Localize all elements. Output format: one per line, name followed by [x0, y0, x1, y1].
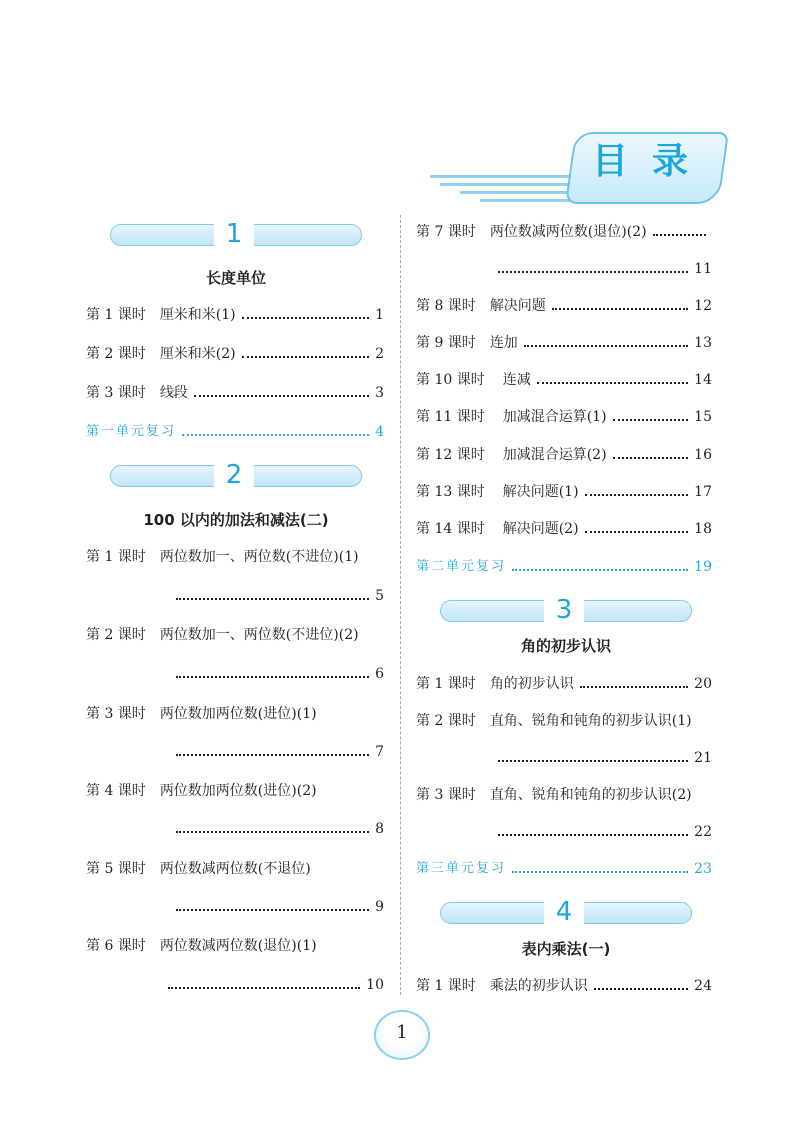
lesson-label: 第 11 课时 — [416, 409, 485, 425]
lesson-title: 两位数加一、两位数(不进位)(2) — [159, 627, 359, 643]
toc-review-entry[interactable] — [416, 556, 712, 578]
toc-entry[interactable] — [86, 858, 384, 880]
lesson-title: 直角、锐角和钝角的初步认识(2) — [489, 787, 692, 803]
page-number: 3 — [375, 385, 384, 401]
leader-dots — [613, 444, 689, 459]
leader-dots — [512, 858, 688, 873]
leader-dots — [168, 974, 360, 989]
page-number: 10 — [366, 977, 384, 993]
leader-dots — [594, 975, 688, 990]
page-number: 6 — [375, 666, 384, 682]
toc-entry[interactable] — [416, 444, 712, 466]
page-number: 9 — [375, 899, 384, 915]
lesson-title: 连减 — [502, 372, 531, 388]
review-title: 第三单元复习 — [416, 861, 507, 876]
leader-dots — [194, 382, 369, 397]
lesson-label: 第 8 课时 — [416, 298, 476, 314]
unit-4-title: 表内乘法(一) — [521, 940, 611, 958]
leader-dots — [182, 421, 369, 436]
toc-banner — [420, 120, 720, 210]
page-number: 24 — [694, 978, 712, 994]
toc-entry[interactable] — [416, 518, 712, 540]
leader-dots — [524, 332, 688, 347]
toc-entry[interactable] — [416, 221, 712, 243]
toc-entry[interactable] — [416, 673, 712, 695]
page-number: 1 — [375, 307, 384, 323]
toc-entry[interactable] — [416, 332, 712, 354]
lesson-label: 第 2 课时 — [416, 713, 476, 729]
unit-1-number: 1 — [214, 219, 254, 249]
toc-entry[interactable] — [416, 710, 712, 732]
page-number: 21 — [694, 750, 712, 766]
page-number: 8 — [375, 821, 384, 837]
page-number: 17 — [694, 484, 712, 500]
unit-1-title: 长度单位 — [205, 269, 266, 287]
page-number: 11 — [694, 261, 712, 277]
toc-entry[interactable] — [416, 369, 712, 391]
page-number: 15 — [694, 409, 712, 425]
toc-review-entry[interactable] — [416, 858, 712, 880]
lesson-label: 第 2 课时 — [86, 627, 146, 643]
toc-entry[interactable] — [86, 546, 384, 568]
page-number: 14 — [694, 372, 712, 388]
toc-entry-leader — [176, 663, 384, 685]
lesson-label: 第 3 课时 — [416, 787, 476, 803]
lesson-label: 第 3 课时 — [86, 385, 146, 401]
banner-scroll-decoration — [565, 132, 729, 204]
toc-title-char-1: 目 — [592, 141, 629, 182]
lesson-title: 加减混合运算(1) — [502, 409, 607, 425]
lesson-title: 乘法的初步认识 — [489, 978, 588, 994]
unit-3-title: 角的初步认识 — [520, 637, 611, 655]
toc-entry[interactable] — [416, 295, 712, 317]
toc-entry-leader — [176, 818, 384, 840]
toc-entry[interactable] — [86, 935, 384, 957]
lesson-label: 第 7 课时 — [416, 224, 476, 240]
toc-entry-leader — [176, 741, 384, 763]
toc-entry[interactable] — [86, 624, 384, 646]
page-number: 2 — [375, 346, 384, 362]
page-number: 4 — [375, 424, 384, 440]
lesson-label: 第 1 课时 — [416, 978, 476, 994]
leader-dots — [498, 258, 688, 273]
toc-entry[interactable] — [416, 975, 712, 997]
toc-entry-leader — [498, 747, 712, 769]
leader-dots — [242, 304, 369, 319]
page-number: 5 — [375, 588, 384, 604]
toc-entry-leader — [176, 585, 384, 607]
toc-entry[interactable] — [86, 304, 384, 326]
toc-entry[interactable] — [86, 780, 384, 802]
footer-page-number: 1 — [396, 1022, 408, 1043]
lesson-label: 第 1 课时 — [86, 549, 146, 565]
toc-entry[interactable] — [86, 703, 384, 725]
lesson-title: 角的初步认识 — [489, 676, 574, 692]
page-number: 18 — [694, 521, 712, 537]
page-number: 22 — [694, 824, 712, 840]
lesson-label: 第 1 课时 — [86, 307, 146, 323]
lesson-title: 两位数减两位数(退位)(2) — [489, 224, 647, 240]
leader-dots — [176, 896, 369, 911]
lesson-label: 第 1 课时 — [416, 676, 476, 692]
lesson-label: 第 5 课时 — [86, 861, 146, 877]
lesson-label: 第 3 课时 — [86, 706, 146, 722]
lesson-label: 第 12 课时 — [416, 447, 485, 463]
lesson-title: 线段 — [159, 385, 188, 401]
lesson-label: 第 6 课时 — [86, 938, 146, 954]
page-number: 13 — [694, 335, 712, 351]
toc-entry[interactable] — [416, 406, 712, 428]
toc-entry[interactable] — [416, 784, 712, 806]
leader-dots — [176, 663, 369, 678]
page-number: 23 — [694, 861, 712, 877]
lesson-title: 两位数加两位数(进位)(1) — [159, 706, 317, 722]
lesson-label: 第 9 课时 — [416, 335, 476, 351]
toc-review-entry[interactable] — [86, 421, 384, 443]
lesson-title: 解决问题(1) — [502, 484, 579, 500]
lesson-title: 两位数减两位数(不退位) — [159, 861, 311, 877]
page-number: 16 — [694, 447, 712, 463]
review-title: 第二单元复习 — [416, 559, 507, 574]
unit-3-number: 3 — [544, 595, 584, 625]
unit-2-number: 2 — [214, 460, 254, 490]
leader-dots — [176, 818, 369, 833]
toc-entry-leader — [498, 821, 712, 843]
lesson-title: 加减混合运算(2) — [502, 447, 607, 463]
lesson-title: 直角、锐角和钝角的初步认识(1) — [489, 713, 692, 729]
lesson-label: 第 14 课时 — [416, 521, 485, 537]
lesson-title: 连加 — [489, 335, 518, 351]
leader-dots — [580, 673, 688, 688]
toc-title-char-2: 录 — [652, 141, 689, 182]
leader-dots — [498, 747, 688, 762]
page-number: 20 — [694, 676, 712, 692]
lesson-title: 解决问题 — [489, 298, 546, 314]
toc-entry-leader — [176, 896, 384, 918]
leader-dots — [242, 343, 369, 358]
toc-entry[interactable] — [416, 481, 712, 503]
lesson-title: 两位数减两位数(退位)(1) — [159, 938, 317, 954]
page-number-badge — [374, 1010, 430, 1060]
page-number: 19 — [694, 559, 712, 575]
toc-entry-leader — [168, 974, 384, 996]
leader-dots — [537, 369, 688, 384]
column-divider — [400, 215, 401, 995]
lesson-title: 两位数加一、两位数(不进位)(1) — [159, 549, 359, 565]
page-number: 12 — [694, 298, 712, 314]
toc-entry-leader — [498, 258, 712, 280]
leader-dots — [176, 585, 369, 600]
page-number: 7 — [375, 744, 384, 760]
lesson-label: 第 10 课时 — [416, 372, 485, 388]
lesson-title: 解决问题(2) — [502, 521, 579, 537]
leader-dots — [653, 221, 706, 236]
lesson-title: 厘米和米(1) — [159, 307, 236, 323]
lesson-label: 第 2 课时 — [86, 346, 146, 362]
leader-dots — [512, 556, 688, 571]
unit-2-title: 100 以内的加法和减法(二) — [143, 511, 329, 529]
leader-dots — [498, 821, 688, 836]
lesson-label: 第 13 课时 — [416, 484, 485, 500]
leader-dots — [552, 295, 688, 310]
leader-dots — [176, 741, 369, 756]
leader-dots — [585, 481, 689, 496]
leader-dots — [613, 406, 689, 421]
lesson-title: 两位数加两位数(进位)(2) — [159, 783, 317, 799]
lesson-title: 厘米和米(2) — [159, 346, 236, 362]
toc-entry[interactable] — [86, 343, 384, 365]
lesson-label: 第 4 课时 — [86, 783, 146, 799]
review-title: 第一单元复习 — [86, 424, 177, 439]
unit-4-number: 4 — [544, 897, 584, 927]
leader-dots — [585, 518, 689, 533]
toc-entry[interactable] — [86, 382, 384, 404]
